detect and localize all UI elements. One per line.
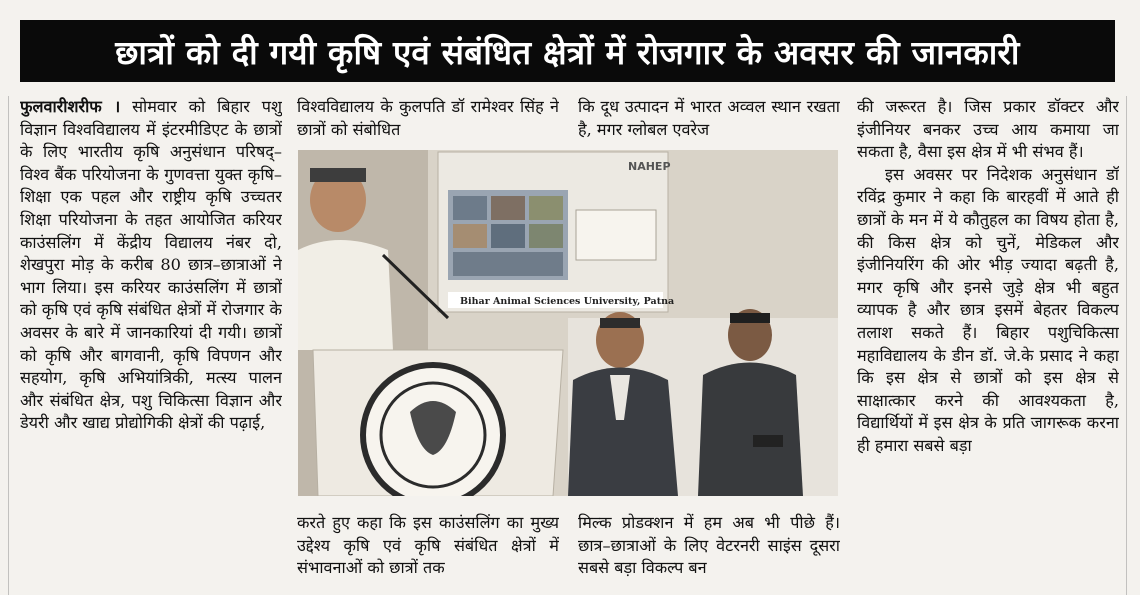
banner-logo: NAHEP bbox=[628, 160, 671, 173]
article-column-4 bbox=[857, 96, 1119, 595]
article-column-2-bottom bbox=[297, 512, 559, 595]
podium bbox=[313, 350, 563, 496]
article-column-1 bbox=[20, 96, 282, 595]
paragraph-1-text: सोमवार को बिहार पशु विज्ञान विश्वविद्यालय में इंटरमीडिएट के छात्रों के लिए भारतीय कृषि अनुसंधान परिषद्–विश्व बैंक परियोजना के गुणवत्ता युक्त कृषि–शिक्षा एक पहल और राष्ट्रीय कृषि उच्चतर शिक्षा परियोजना के तहत आयोजित करियर काउंसलिंग में केंद्रीय विद्यालय नंबर दो, शेखपुरा मोड़ के करीब 80 छात्र–छात्राओं ने भाग लिया। इस करियर काउंसलिंग में छात्रों को कृषि एवं कृषि संबंधित क्षेत्रों में रोजगार के अवसर के बारे में जानकारियां दी गयी। छात्रों को कृषि और बागवानी, कृषि विपणन और सहयोग, कृषि अभियांत्रिकी, मत्स्य पालन और संबंधित क्षेत्र, पशु चिकित्सा विज्ञान और डेयरी और खाद्य प्रोद्योगिकी क्षेत्रों की पढ़ाई, bbox=[20, 97, 282, 433]
banner-university-name: Bihar Animal Sciences University, Patna bbox=[460, 296, 675, 307]
event-photo bbox=[298, 150, 838, 496]
headline: छात्रों को दी गयी कृषि एवं संबंधित क्षेत्रों में रोजगार के अवसर की जानकारी bbox=[20, 20, 1115, 82]
column-3-top-text: कि दूध उत्पादन में भारत अव्वल स्थान रखता है, मगर ग्लोबल एवरेज bbox=[578, 97, 840, 139]
column-3-bottom-text: मिल्क प्रोडक्शन में हम अब भी पीछे हैं। छात्र–छात्राओं के लिए वेटरनरी साइंस दूसरा सबसे बड़ा विकल्प बन bbox=[578, 513, 840, 578]
dateline: फुलवारीशरीफ । bbox=[20, 97, 121, 116]
column-2-top-text: विश्वविद्यालय के कुलपति डॉ रामेश्वर सिंह ने छात्रों को संबोधित bbox=[297, 97, 559, 139]
article-column-2-top bbox=[297, 96, 559, 144]
adjacent-column-edge-left bbox=[0, 96, 9, 595]
column-2-bottom-text: करते हुए कहा कि इस काउंसलिंग का मुख्य उद्देश्य कृषि एवं कृषि संबंधित क्षेत्रों में संभावनाओं को छात्रों तक bbox=[297, 513, 559, 578]
adjacent-column-edge-right bbox=[1126, 96, 1140, 595]
article-column-3-bottom bbox=[578, 512, 840, 595]
paragraph-1 bbox=[20, 96, 282, 435]
column-4-paragraph-2: इस अवसर पर निदेशक अनुसंधान डॉ रविंद्र कुमार ने कहा कि बारहवीं में आते ही छात्रों के मन में ये कौतुहल का विषय होता है, की किस क्षेत्र को चुनें, मेडिकल और इंजीनियरिंग की ओर भीड़ ज्यादा बढ़ती है, मगर कृषि और इनसे जुड़े क्षेत्र भी बहुत व्यापक है और छात्र इसमें बेहतर विकल्प तलाश सकते हैं। बिहार पशुचिकित्सा महाविद्यालय के डीन डॉ. जे.के प्रसाद ने कहा कि इस क्षेत्र से छात्रों को इस क्षेत्र से साक्षात्कार करने की आवश्यकता है, विद्यार्थियों में इस क्षेत्र के प्रति जागरूक करना ही हमारा सबसे बड़ा bbox=[857, 164, 1119, 455]
article-column-3-top bbox=[578, 96, 840, 144]
column-4-paragraph-1: की जरूरत है। जिस प्रकार डॉक्टर और इंजीनियर बनकर उच्च आय कमाया जा सकता है, वैसा इस क्षेत्र में भी संभव हैं। bbox=[857, 97, 1119, 162]
backdrop-banner bbox=[438, 152, 674, 312]
